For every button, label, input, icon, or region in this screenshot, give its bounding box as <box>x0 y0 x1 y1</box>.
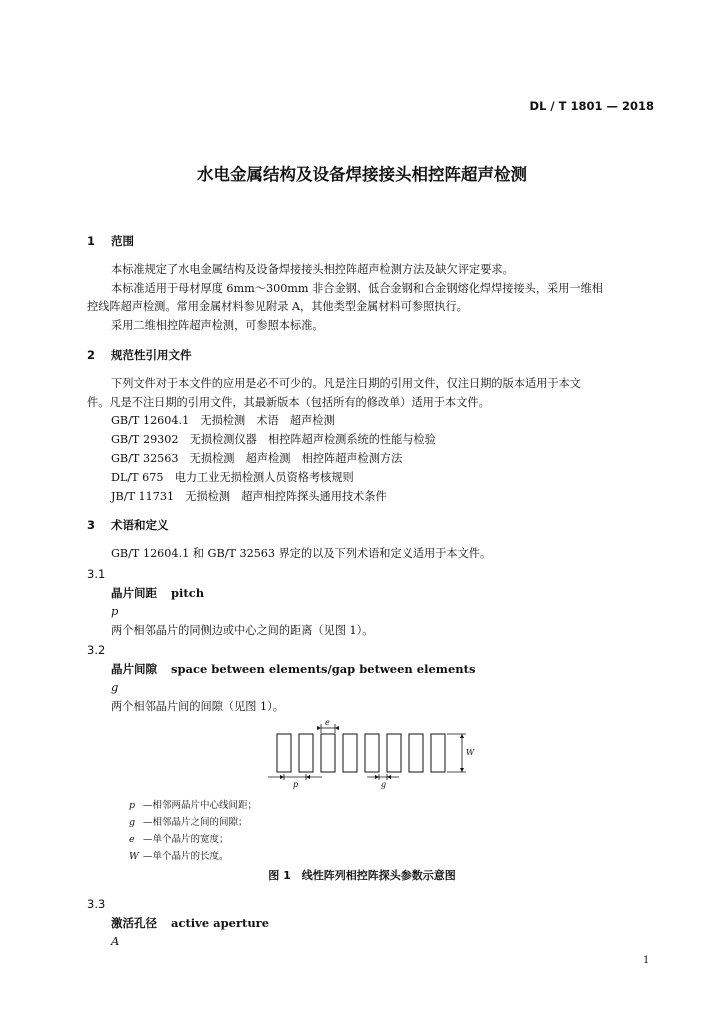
clause-number: 3.1 <box>87 567 106 581</box>
term-heading: 晶片间隙 space between elements/gap between elements <box>111 662 476 676</box>
standard-number: DL / T 1801 — 2018 <box>529 99 654 113</box>
element-rect <box>409 734 423 772</box>
section-2-heading: 2 规范性引用文件 <box>87 348 192 362</box>
reference-item: JB/T 11731 无损检测 超声相控阵探头通用技术条件 <box>111 490 387 503</box>
element-rect <box>365 734 379 772</box>
figure-caption: 图 1 线性阵列相控阵探头参数示意图 <box>268 869 456 882</box>
section-2-paragraph: 下列文件对于本文件的应用是必不可少的。凡是注日期的引用文件，仅注日期的版本适用于本文 <box>111 377 581 390</box>
term-definition: 两个相邻晶片间的间隙（见图 1）。 <box>111 700 284 713</box>
linear-array-probe-figure <box>262 716 492 796</box>
term-definition: 两个相邻晶片的同侧边或中心之间的距离（见图 1）。 <box>111 624 374 637</box>
element-rect <box>299 734 313 772</box>
section-1-paragraph: 本标准规定了水电金属结构及设备焊接接头相控阵超声检测方法及缺欠评定要求。 <box>111 263 514 276</box>
legend-item: p —相邻两晶片中心线间距； <box>129 800 258 811</box>
page-number: 1 <box>643 955 650 966</box>
term-symbol: A <box>111 934 120 948</box>
reference-item: GB/T 29302 无损检测仪器 相控阵超声检测系统的性能与检验 <box>111 433 436 446</box>
legend-item: W —单个晶片的长度。 <box>129 851 229 862</box>
section-1-paragraph: 采用二维相控阵超声检测，可参照本标准。 <box>111 319 324 332</box>
legend-item: e —单个晶片的宽度； <box>129 834 229 845</box>
term-symbol: p <box>111 604 119 618</box>
term-symbol: g <box>111 680 119 694</box>
label-e: e <box>325 718 330 727</box>
term-heading: 晶片间距 pitch <box>111 586 205 600</box>
section-1-paragraph: 控线阵超声检测。常用金属材料参见附录 A，其他类型金属材料可参照执行。 <box>87 300 468 313</box>
section-1-paragraph: 本标准适用于母材厚度 6mm～300mm 非合金钢、低合金钢和合金钢熔化焊焊接接头，采用一维相 <box>111 282 603 295</box>
section-3-paragraph: GB/T 12604.1 和 GB/T 32563 界定的以及下列术语和定义适用于本文件。 <box>111 547 492 560</box>
reference-item: GB/T 12604.1 无损检测 术语 超声检测 <box>111 414 335 427</box>
section-2-paragraph: 件。凡是不注日期的引用文件，其最新版本（包括所有的修改单）适用于本文件。 <box>87 396 490 409</box>
document-title: 水电金属结构及设备焊接接头相控阵超声检测 <box>197 165 527 184</box>
label-g: g <box>381 780 387 789</box>
section-1-heading: 1 范围 <box>87 234 134 248</box>
reference-item: DL/T 675 电力工业无损检测人员资格考核规则 <box>111 471 354 484</box>
element-rect <box>343 734 357 772</box>
legend-item: g —相邻晶片之间的间隙； <box>129 817 248 828</box>
label-p: p <box>293 780 299 789</box>
element-rect <box>387 734 401 772</box>
term-heading: 激活孔径 active aperture <box>111 916 270 930</box>
reference-item: GB/T 32563 无损检测 超声检测 相控阵超声检测方法 <box>111 452 403 465</box>
element-rect <box>321 734 335 772</box>
element-rect <box>431 734 445 772</box>
label-w: W <box>466 748 475 757</box>
clause-number: 3.3 <box>87 897 106 911</box>
clause-number: 3.2 <box>87 643 106 657</box>
section-3-heading: 3 术语和定义 <box>87 518 169 532</box>
element-rect <box>277 734 291 772</box>
